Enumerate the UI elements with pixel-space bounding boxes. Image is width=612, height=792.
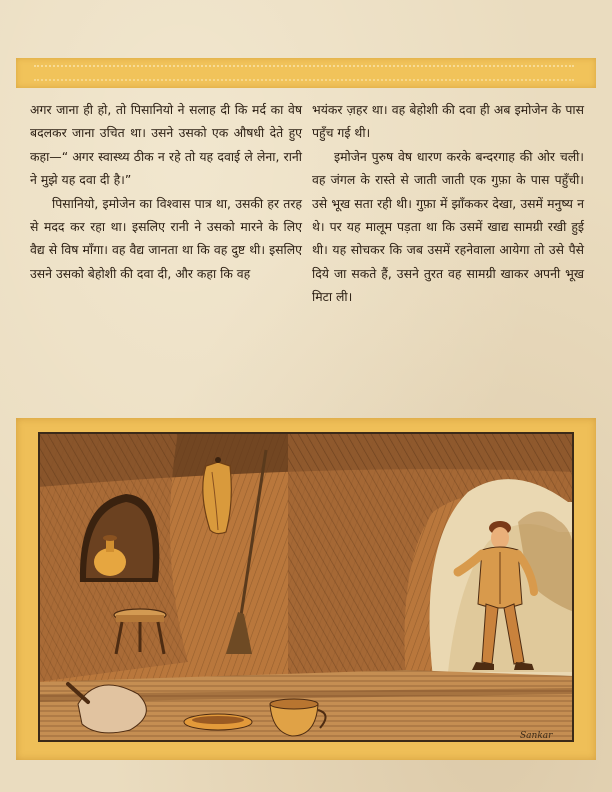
cave-illustration-art [38, 432, 574, 742]
cave-illustration [38, 432, 574, 742]
header-band [16, 58, 596, 88]
right-text-column [312, 98, 584, 309]
left-paragraph-2: पिसानियो, इमोजेन का विश्वास पात्र था, उसकी हर तरह से मदद कर रहा था। इसलिए रानी ने उसको मारने के लिए वैद्य से विष माँगा। वह वैद्य जानता था कि वह दुष्ट थी। इसलिए उसने उसको बेहोशी की दवा दी, और कहा कि वह [30, 195, 302, 281]
header-band-ornament [34, 65, 574, 81]
artist-signature: Sankar [520, 731, 553, 741]
right-paragraph-1: भयंकर ज़हर था। वह बेहोशी की दवा ही अब इमोजेन के पास पहुँच गई थी। [312, 102, 584, 141]
right-paragraph-2: इमोजेन पुरुष वेष धारण करके बन्दरगाह की ओर चली। वह जंगल के रास्ते से जाती जाती एक गुफ़ा के पास पहुँची। उसे भूख सता रही थी। गुफ़ा में झाँककर देखा, उसमें मनुष्य न थे। पर यह मालूम पड़ता था कि उसमें खाद्य सामग्री रखी हुई थी। यह सोचकर कि जब उसमें रहनेवाला आयेगा तो उसे पैसे दिये जा सकते हैं, उसने तुरत वह सामग्री खाकर अपनी भूख मिटा ली। [312, 148, 584, 305]
left-text-column [30, 98, 302, 285]
left-paragraph-1: अगर जाना ही हो, तो पिसानियो ने सलाह दी कि मर्द का वेष बदलकर जाना उचित था। उसने उसको एक औषधी देते हुए कहा—“ अगर स्वास्थ्य ठीक न रहे तो यह दवाई ले लेना, रानी ने मुझे यह दवा दी है।” [30, 102, 302, 188]
